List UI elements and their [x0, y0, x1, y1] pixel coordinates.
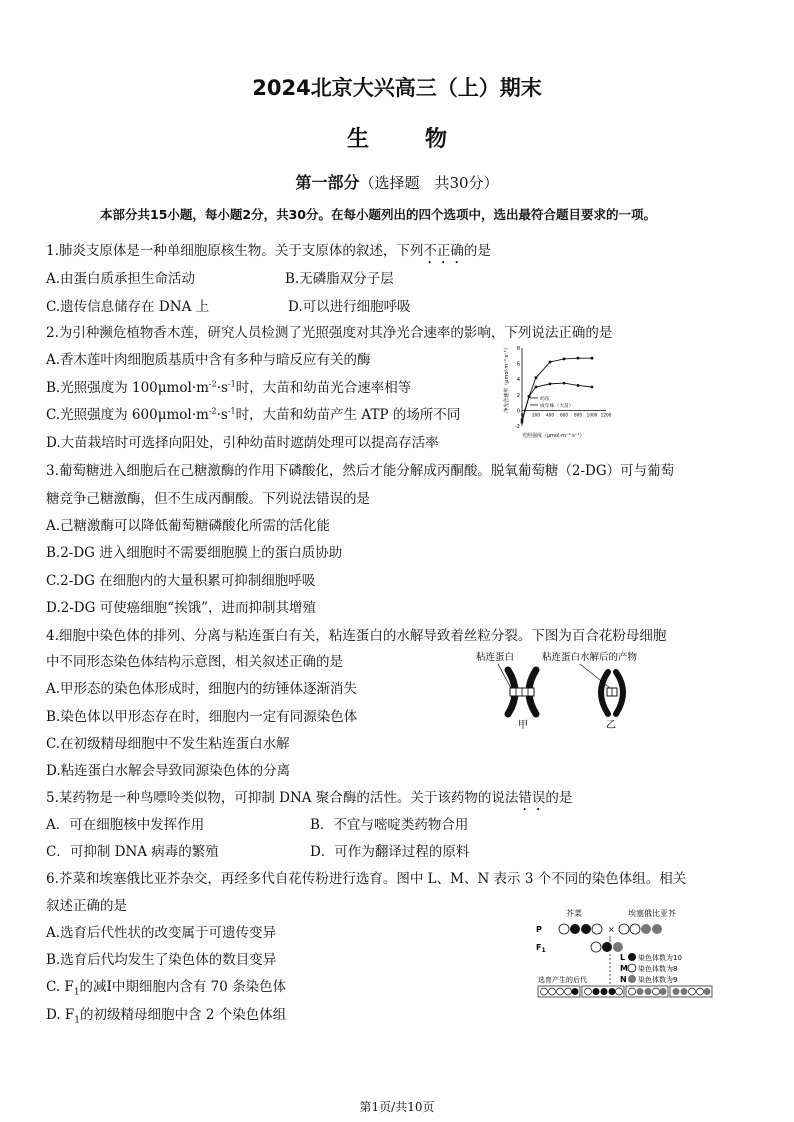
- data-point: [528, 395, 531, 398]
- y-tick-label: 0: [516, 408, 520, 415]
- x-tick-label: 1000: [586, 412, 598, 418]
- q4-stem-line1: 4.细胞中染色体的排列、分离与粘连蛋白有关，粘连蛋白的水解导致着丝粒分裂。下图为百合花粉母细胞: [46, 628, 667, 644]
- y-tick-label: 2: [516, 392, 520, 399]
- legend-l: L: [620, 953, 626, 962]
- q1-option-c[interactable]: C.遗传信息储存在 DNA 上: [46, 299, 210, 315]
- light-photosynthesis-chart: [500, 342, 610, 442]
- q3-option-b[interactable]: B.2-DG 进入细胞时不需要细胞膜上的蛋白质协助: [46, 545, 343, 561]
- q2-option-a[interactable]: A.香木莲叶肉细胞质基质中含有多种与暗反应有关的酶: [46, 352, 371, 368]
- data-point: [591, 386, 594, 389]
- x-tick-label: 600: [560, 412, 568, 418]
- part-title: 第一部分: [295, 173, 360, 192]
- part-heading: [0, 170, 794, 193]
- q6-c-part2: 的减Ⅰ中期细胞内含有 70 条染色体: [79, 979, 287, 995]
- q6-d-part2: 的初级精母细胞中含 2 个染色体组: [80, 1007, 287, 1023]
- legend-n-text: 染色体数为9: [638, 976, 678, 984]
- fig-offspring-label: 选育产生的后代: [538, 976, 587, 984]
- q5-option-b[interactable]: B．不宜与嘧啶类药物合用: [310, 817, 469, 833]
- x-tick-label: 1200: [600, 412, 612, 418]
- parent-mustard-genomes: [559, 924, 602, 934]
- fig-yi: 乙: [606, 720, 616, 731]
- legend-m-text: 染色体数为8: [638, 965, 678, 973]
- fig-p-label: P: [536, 925, 542, 934]
- page-footer: 第1页/共10页: [359, 1100, 435, 1114]
- data-point: [535, 376, 538, 379]
- svg-text:×: ×: [608, 925, 615, 934]
- q5-stem-end: 的是: [545, 790, 573, 806]
- legend-label: 幼苗: [540, 396, 550, 402]
- q6-stem-line1: 6.芥菜和埃塞俄比亚芥杂交，再经多代自花传粉进行选育。图中 L、M、N 表示 3 个不同的染色体组。相关: [46, 871, 687, 887]
- q6-stem-line2: 叙述正确的是: [46, 898, 127, 914]
- x-tick-label: 200: [532, 412, 540, 418]
- q3-stem-line1: 3.葡萄糖进入细胞后在己糖激酶的作用下磷酸化，然后才能分解成丙酮酸。脱氧葡萄糖（2-DG）可与葡萄: [46, 463, 675, 479]
- q2-option-b[interactable]: [46, 376, 411, 396]
- data-point: [563, 382, 566, 385]
- q2-b-sup2: -1: [227, 379, 236, 389]
- x-axis-label: 光照强度（μmol·m⁻²·s⁻¹）: [522, 433, 585, 439]
- q2-c-sup2: -1: [227, 406, 236, 416]
- q4-option-b[interactable]: B.染色体以甲形态存在时，细胞内一定有同源染色体: [46, 709, 358, 725]
- data-point: [535, 386, 538, 389]
- q6-option-a[interactable]: A.选育后代性状的改变属于可遗传变异: [46, 925, 277, 941]
- data-point: [549, 361, 552, 364]
- hybridization-figure: [534, 908, 730, 1002]
- q4-option-a[interactable]: A.甲形态的染色体形成时，细胞内的纺锤体逐渐消失: [46, 681, 358, 697]
- q2-c-part2: ·s: [216, 407, 228, 423]
- q2-c-part3: 时，大苗和幼苗产生 ATP 的场所不同: [235, 407, 461, 423]
- q5-emphasis: 错误: [518, 790, 546, 806]
- fig-jia: 甲: [518, 720, 528, 731]
- legend-m: M: [620, 964, 628, 973]
- part-note: （选择题 共30分）: [359, 174, 499, 192]
- q5-option-c[interactable]: C．可抑制 DNA 病毒的繁殖: [46, 844, 219, 860]
- q3-option-d[interactable]: D.2-DG 可使癌细胞“挨饿”，进而抑制其增殖: [46, 600, 316, 616]
- legend-l-text: 染色体数为10: [638, 954, 682, 962]
- data-point: [577, 357, 580, 360]
- y-tick-label: 4: [516, 377, 520, 384]
- q6-option-d[interactable]: [46, 1003, 286, 1026]
- q1-emphasis: 不正确: [423, 243, 464, 259]
- parent-ethiopian-genomes: [619, 924, 662, 934]
- offspring-genomes: [538, 986, 712, 997]
- q5-stem-text: 5.某药物是一种鸟嘌呤类似物，可抑制 DNA 聚合酶的活性。关于该药物的说法: [46, 790, 519, 806]
- q4-stem-line2: 中不同形态染色体结构示意图，相关叙述正确的是: [46, 654, 343, 670]
- q1-option-b[interactable]: B.无磷脂双分子层: [285, 271, 394, 287]
- x-tick-label: 0: [520, 412, 524, 418]
- q6-option-b[interactable]: B.选育后代均发生了染色体的数目变异: [46, 952, 277, 968]
- data-point: [563, 358, 566, 361]
- q1-stem-text: 1.肺炎支原体是一种单细胞原核生物。关于支原体的叙述，下列: [46, 243, 424, 259]
- fig-label-cohesin-products: 粘连蛋白水解后的产物: [542, 652, 638, 663]
- q3-option-a[interactable]: A.己糖激酶可以降低葡萄糖磷酸化所需的活化能: [46, 518, 331, 534]
- q6-c-sub: 1: [73, 987, 80, 998]
- q4-option-d[interactable]: D.粘连蛋白水解会导致同源染色体的分离: [46, 763, 291, 779]
- y-axis-label: 净光合速率（μmol·m⁻²·s⁻¹）: [504, 345, 510, 413]
- fig-mustard: 芥菜: [566, 909, 582, 918]
- y-tick-label: 6: [516, 361, 520, 368]
- subject-title: 生物: [346, 126, 503, 152]
- fig-f1-label: $F_1$: [536, 943, 546, 954]
- q5-option-a[interactable]: A．可在细胞核中发挥作用: [46, 817, 205, 833]
- q2-stem: 2.为引种濒危植物香木莲，研究人员检测了光照强度对其净光合速率的影响，下列说法正确的是: [46, 325, 613, 341]
- instructions: 本部分共15小题，每小题2分，共30分。在每小题列出的四个选项中，选出最符合题目要求的一项。: [100, 207, 656, 222]
- q6-d-part1: D. F: [46, 1007, 75, 1023]
- data-point: [577, 384, 580, 387]
- chromosome-yi: [601, 672, 623, 714]
- exam-title: 2024北京大兴高三（上）期末: [252, 76, 542, 100]
- legend-n: N: [620, 975, 627, 984]
- q6-c-part1: C. F: [46, 979, 74, 995]
- q6-d-sub: 1: [74, 1015, 81, 1026]
- data-point: [549, 382, 552, 385]
- q1-stem: [46, 239, 491, 267]
- q1-stem-end: 的是: [463, 243, 491, 259]
- q5-option-d[interactable]: D．可作为翻译过程的原料: [310, 844, 470, 860]
- q2-b-sup1: -2: [208, 379, 217, 389]
- q2-option-c[interactable]: [46, 403, 460, 423]
- x-tick-label: 400: [546, 412, 554, 418]
- y-tick-label: 8: [516, 346, 520, 352]
- q1-option-a[interactable]: A.由蛋白质承担生命活动: [46, 271, 196, 287]
- q5-stem: [46, 786, 572, 814]
- fig-ethiopian-mustard: 埃塞俄比亚芥: [628, 909, 676, 918]
- data-point: [521, 421, 524, 424]
- q2-b-part1: B.光照强度为 100μmol·m: [46, 380, 209, 396]
- legend-label: 成年株（大苗）: [540, 403, 574, 409]
- q3-option-c[interactable]: C.2-DG 在细胞内的大量积累可抑制细胞呼吸: [46, 573, 316, 589]
- q2-b-part3: 时，大苗和幼苗光合速率相等: [235, 380, 412, 396]
- q2-c-sup1: -2: [208, 406, 217, 416]
- q2-b-part2: ·s: [216, 380, 228, 396]
- q1-option-d[interactable]: D.可以进行细胞呼吸: [288, 299, 411, 315]
- x-tick-label: 800: [574, 412, 582, 418]
- chromosome-jia: [508, 670, 536, 714]
- y-tick-label: -2: [515, 424, 520, 430]
- q2-option-d[interactable]: D.大苗栽培时可选择向阳处，引种幼苗时遮荫处理可以提高存活率: [46, 435, 439, 451]
- q3-stem-line2: 糖竞争己糖激酶，但不生成丙酮酸。下列说法错误的是: [46, 491, 370, 507]
- data-point: [591, 357, 594, 360]
- q6-option-c[interactable]: [46, 975, 286, 998]
- f1-genomes: [591, 942, 623, 952]
- chromosome-figure: [470, 648, 670, 730]
- genome-legend: [620, 953, 682, 984]
- q4-option-c[interactable]: C.在初级精母细胞中不发生粘连蛋白水解: [46, 736, 290, 752]
- fig-label-cohesin: 粘连蛋白: [476, 652, 515, 663]
- q2-c-part1: C.光照强度为 600μmol·m: [46, 407, 209, 423]
